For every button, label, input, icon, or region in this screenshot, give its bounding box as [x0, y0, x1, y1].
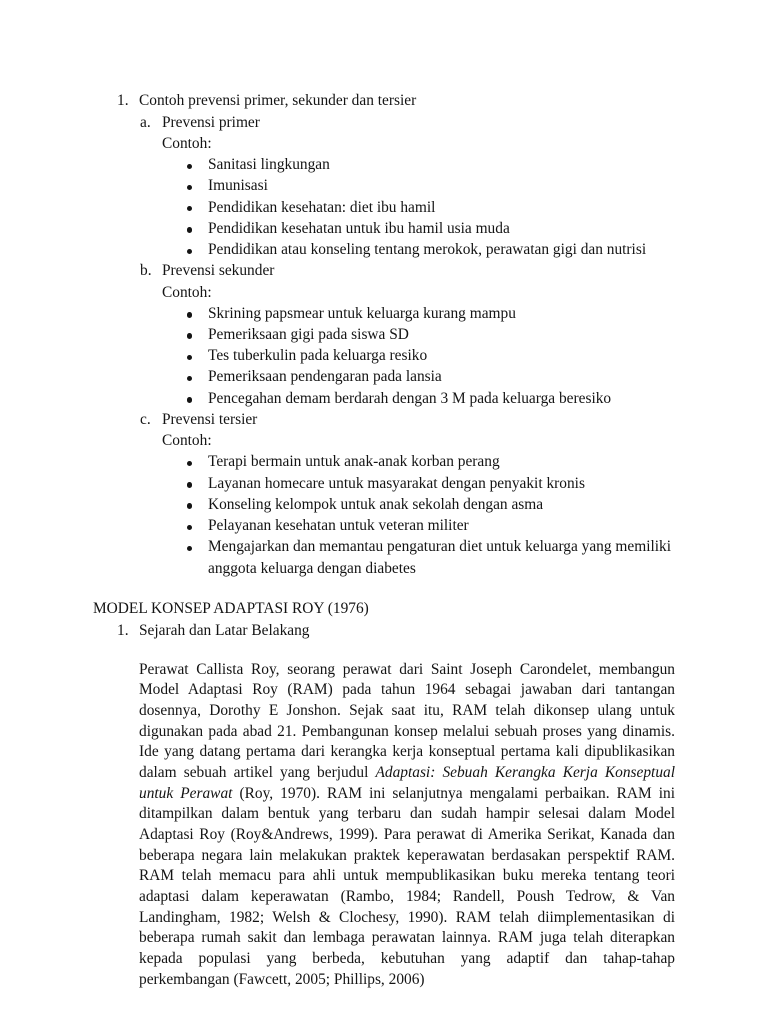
article-title-italic: Adaptasi: Sebuah Kerangka Kerja Konseptual	[375, 764, 675, 782]
bullet-icon	[187, 397, 192, 402]
bullet-icon	[187, 482, 192, 487]
list-number: 1.	[117, 92, 129, 110]
bullet-icon	[187, 333, 192, 338]
list-title: Contoh prevensi primer, sekunder dan tersier	[139, 92, 417, 110]
list-item	[0, 197, 678, 218]
paragraph-line: Ide yang datang pertama dari kerangka kerja konseptual pertama kali dipublikasikan	[139, 743, 675, 761]
list-item-text: Tes tuberkulin pada keluarga resiko	[208, 347, 428, 365]
list-item	[0, 154, 678, 175]
example-label: Contoh:	[162, 134, 212, 152]
list-item-text: Pemeriksaan gigi pada siswa SD	[208, 325, 409, 343]
paragraph-line: beberapa rumah sakit dan lembaga perawatan lainnya. RAM juga telah diterapkan	[139, 929, 675, 947]
paragraph	[139, 660, 675, 991]
subsection-tersier	[0, 409, 768, 430]
bullet-icon	[187, 227, 192, 232]
paragraph-text: (Roy, 1970). RAM ini selanjutnya mengalami perbaikan. RAM ini	[232, 784, 675, 802]
list-item-text: Pelayanan kesehatan untuk veteran militer	[208, 517, 469, 535]
list-item	[0, 494, 678, 515]
prevention-list	[0, 90, 768, 578]
subsection-letter: b.	[140, 262, 152, 280]
list-item	[0, 324, 678, 345]
paragraph-line: beberapa negara lain melakukan praktek keperawatan berdasakan perspektif RAM.	[139, 846, 675, 864]
list-item-text: Imunisasi	[208, 177, 268, 195]
subsection-letter: c.	[140, 410, 151, 428]
bullet-icon	[187, 249, 192, 254]
list-item	[0, 218, 678, 239]
list-item	[0, 536, 678, 578]
bullet-icon	[187, 312, 192, 317]
list-item-text: Skrining papsmear untuk keluarga kurang mampu	[208, 304, 516, 322]
list-item-text: Pendidikan atau konseling tentang merokok, perawatan gigi dan nutrisi	[208, 241, 647, 259]
bullet-icon	[187, 461, 192, 466]
subsection-sekunder	[0, 260, 768, 281]
subsection-letter: a.	[140, 113, 151, 131]
list-item-text: Pendidikan kesehatan: diet ibu hamil	[208, 198, 436, 216]
list-item-text: Pencegahan demam berdarah dengan 3 M pada keluarga beresiko	[208, 389, 612, 407]
list-item-text: Mengajarkan dan memantau pengaturan diet untuk keluarga yang memiliki anggota keluarga dengan diabetes	[208, 538, 671, 577]
list-heading	[0, 90, 768, 111]
article-title-italic: untuk Perawat	[139, 784, 233, 802]
bullet-icon	[187, 525, 192, 530]
subsection-title: Sejarah dan Latar Belakang	[139, 621, 310, 639]
subsection-heading	[0, 620, 768, 641]
list-item	[0, 366, 678, 387]
bullet-icon	[187, 355, 192, 360]
bullet-icon	[187, 546, 192, 551]
subsection-title: Prevensi primer	[162, 113, 260, 131]
paragraph-line: RAM telah memacu para ahli untuk mempublikasikan buku mereka tentang teori	[139, 867, 675, 885]
list-item	[0, 345, 678, 366]
list-item	[0, 175, 678, 196]
paragraph-line: Adaptasi Roy (Roy&Andrews, 1999). Para perawat di Amerika Serikat, Kanada dan	[139, 826, 675, 844]
paragraph-text: dalam sebuah artikel yang berjudul	[139, 764, 376, 782]
paragraph-line: dosennya, Dorothy E Jonshon. Sejak saat itu, RAM telah dikonsep ulang untuk	[139, 702, 675, 720]
bullet-icon	[187, 206, 192, 211]
subsection-primer	[0, 112, 768, 133]
bullet-icon	[187, 185, 192, 190]
list-item-text: Pemeriksaan pendengaran pada lansia	[208, 368, 442, 386]
subsection-title: Prevensi tersier	[162, 410, 258, 428]
subsection-title: Prevensi sekunder	[162, 262, 275, 280]
paragraph-line: perkembangan (Fawcett, 2005; Phillips, 2006)	[139, 970, 425, 988]
bullet-icon	[187, 164, 192, 169]
list-item-text: Konseling kelompok untuk anak sekolah dengan asma	[208, 495, 544, 513]
list-item	[0, 239, 678, 260]
list-item-text: Terapi bermain untuk anak-anak korban perang	[208, 453, 500, 471]
bullet-icon	[187, 503, 192, 508]
list-item	[0, 303, 678, 324]
bullet-icon	[187, 376, 192, 381]
subsection-number: 1.	[117, 621, 129, 639]
list-item	[0, 515, 678, 536]
paragraph-line	[139, 784, 675, 805]
list-item	[0, 388, 678, 409]
model-section	[0, 598, 768, 640]
list-item	[0, 473, 678, 494]
example-label: Contoh:	[162, 432, 212, 450]
paragraph-line: Model Adaptasi Roy (RAM) pada tahun 1964 sebagai jawaban dari tantangan	[139, 681, 675, 699]
paragraph-line: adaptasi dalam keperawatan (Rambo, 1984; Randell, Poush Tedrow, & Van	[139, 888, 675, 906]
paragraph-line: Perawat Callista Roy, seorang perawat dari Saint Joseph Carondelet, membangun	[139, 660, 675, 678]
paragraph-line: Landingham, 1982; Welsh & Clochesy, 1990). RAM telah diimplementasikan di	[139, 908, 675, 926]
paragraph-line: digunakan pada abad 21. Pembangunan konsep melalui sebuah proses yang dinamis.	[139, 722, 675, 740]
list-item-text: Layanan homecare untuk masyarakat dengan penyakit kronis	[208, 474, 585, 492]
paragraph-line	[139, 763, 675, 784]
section-heading: MODEL KONSEP ADAPTASI ROY (1976)	[93, 600, 369, 618]
example-label: Contoh:	[162, 283, 212, 301]
list-item-text: Sanitasi lingkungan	[208, 156, 330, 174]
paragraph-line: kepada populasi yang berbeda, kebutuhan yang adaptif dan tahap-tahap	[139, 950, 675, 968]
paragraph-line: ditampilkan dalam bentuk yang terbaru dan sudah hampir selesai dalam Model	[139, 805, 675, 823]
list-item	[0, 451, 678, 472]
list-item-text: Pendidikan kesehatan untuk ibu hamil usia muda	[208, 219, 510, 237]
